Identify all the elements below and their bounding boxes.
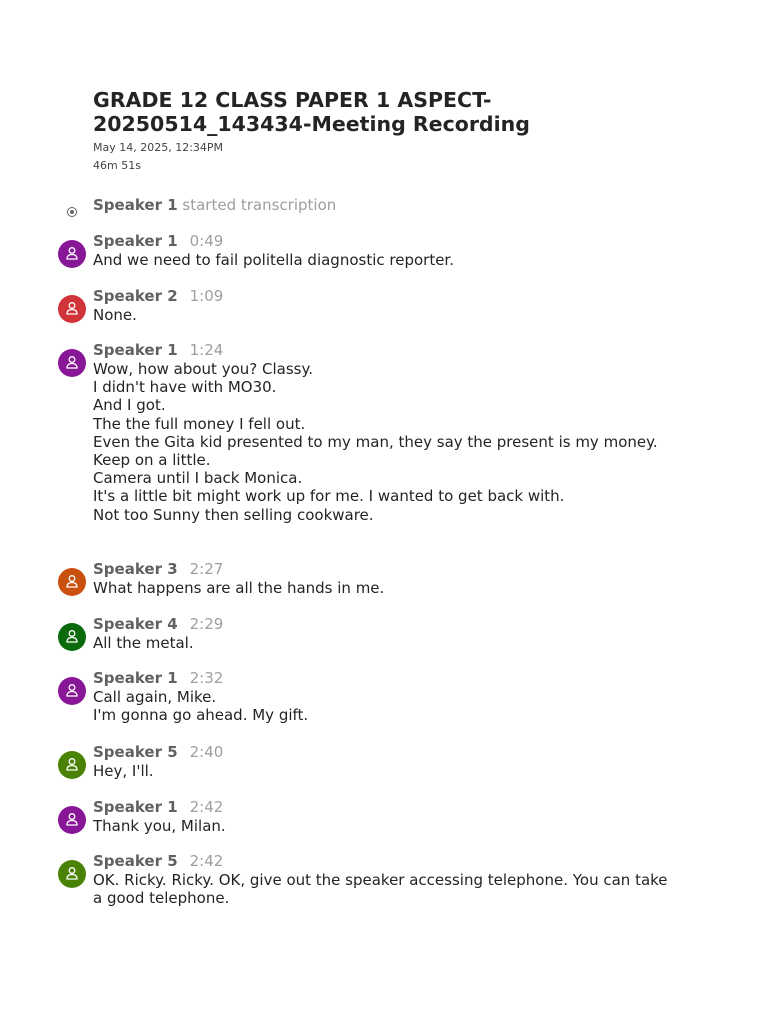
timestamp: 1:09 — [189, 287, 224, 305]
timestamp: 2:40 — [189, 743, 224, 761]
entry-text — [93, 579, 678, 597]
speaker-avatar — [58, 677, 86, 705]
speaker-avatar — [58, 349, 86, 377]
transcript-entry — [58, 232, 678, 269]
transcript-entry — [58, 798, 678, 835]
transcript-entry — [58, 615, 678, 652]
speaker-name: Speaker 5 — [93, 852, 178, 870]
speaker-avatar — [58, 623, 86, 651]
speaker-avatar — [58, 860, 86, 888]
speaker-name: Speaker 5 — [93, 743, 178, 761]
transcript-line: All the metal. — [93, 634, 194, 652]
entry-header — [93, 669, 678, 688]
entry-header — [93, 852, 678, 871]
entry-text — [93, 871, 678, 907]
transcript-line: The the full money I fell out. — [93, 414, 306, 433]
timestamp: 2:32 — [189, 669, 224, 687]
speaker-name: Speaker 1 — [93, 341, 178, 359]
entry-text — [93, 634, 678, 652]
entry-text — [93, 688, 678, 724]
started-text: started transcription — [182, 196, 337, 214]
transcription-started — [93, 196, 336, 215]
person-icon — [65, 866, 79, 880]
transcript-line: Even the Gita kid presented to my man, they say the present is my money. — [93, 432, 658, 451]
timestamp: 2:29 — [189, 615, 224, 633]
transcript-entry — [58, 669, 678, 724]
entry-header — [93, 798, 678, 817]
speaker-avatar — [58, 295, 86, 323]
entry-header — [93, 560, 678, 579]
entry-text — [93, 817, 678, 835]
transcript-entry — [58, 560, 678, 597]
entry-text — [93, 306, 678, 324]
started-speaker: Speaker 1 — [93, 196, 178, 214]
entry-text — [93, 360, 678, 524]
transcript-line: Wow, how about you? Classy. — [93, 360, 313, 378]
transcript-entry — [58, 743, 678, 780]
timestamp: 1:24 — [189, 341, 224, 359]
speaker-name: Speaker 2 — [93, 287, 178, 305]
timestamp: 2:42 — [189, 852, 224, 870]
transcript-line: And I got. — [93, 396, 166, 415]
person-icon — [65, 683, 79, 697]
speaker-avatar — [58, 751, 86, 779]
record-icon — [67, 207, 77, 217]
entry-header — [93, 232, 678, 251]
entry-header — [93, 743, 678, 762]
person-icon — [65, 574, 79, 588]
transcript-line: OK. Ricky. Ricky. OK, give out the speaker accessing telephone. You can take a good telephone. — [93, 871, 668, 908]
speaker-name: Speaker 1 — [93, 669, 178, 687]
transcript-line: And we need to fail politella diagnostic reporter. — [93, 251, 454, 269]
speaker-avatar — [58, 240, 86, 268]
entry-text — [93, 251, 678, 269]
entry-header — [93, 341, 678, 360]
entry-text — [93, 762, 678, 780]
transcript-line: Thank you, Milan. — [93, 817, 226, 835]
transcript-line: Hey, I'll. — [93, 762, 154, 780]
transcript-line: Call again, Mike. — [93, 688, 217, 706]
transcript-entry — [58, 341, 678, 524]
person-icon — [65, 812, 79, 826]
timestamp: 0:49 — [189, 232, 224, 250]
transcript-entry — [58, 852, 678, 907]
speaker-name: Speaker 4 — [93, 615, 178, 633]
transcript-line: I'm gonna go ahead. My gift. — [93, 706, 309, 725]
speaker-name: Speaker 1 — [93, 798, 178, 816]
entry-header — [93, 615, 678, 634]
timestamp: 2:27 — [189, 560, 224, 578]
transcript-entry — [58, 287, 678, 324]
speaker-name: Speaker 3 — [93, 560, 178, 578]
person-icon — [65, 301, 79, 315]
speaker-avatar — [58, 568, 86, 596]
timestamp: 2:42 — [189, 798, 224, 816]
page-title: GRADE 12 CLASS PAPER 1 ASPECT-20250514_143434-Meeting Recording — [93, 88, 530, 136]
person-icon — [65, 757, 79, 771]
transcript-line: I didn't have with MO30. — [93, 378, 277, 397]
person-icon — [65, 246, 79, 260]
transcript-line: None. — [93, 306, 137, 324]
person-icon — [65, 629, 79, 643]
entry-header — [93, 287, 678, 306]
person-icon — [65, 355, 79, 369]
speaker-name: Speaker 1 — [93, 232, 178, 250]
transcript-line: It's a little bit might work up for me. I wanted to get back with. — [93, 487, 565, 506]
speaker-avatar — [58, 806, 86, 834]
meeting-duration: 46m 51s — [93, 159, 141, 172]
transcript-line: Camera until I back Monica. — [93, 469, 303, 488]
transcript-line: What happens are all the hands in me. — [93, 579, 385, 597]
transcript-line: Not too Sunny then selling cookware. — [93, 505, 374, 524]
meeting-date: May 14, 2025, 12:34PM — [93, 141, 224, 154]
transcript-line: Keep on a little. — [93, 451, 211, 470]
